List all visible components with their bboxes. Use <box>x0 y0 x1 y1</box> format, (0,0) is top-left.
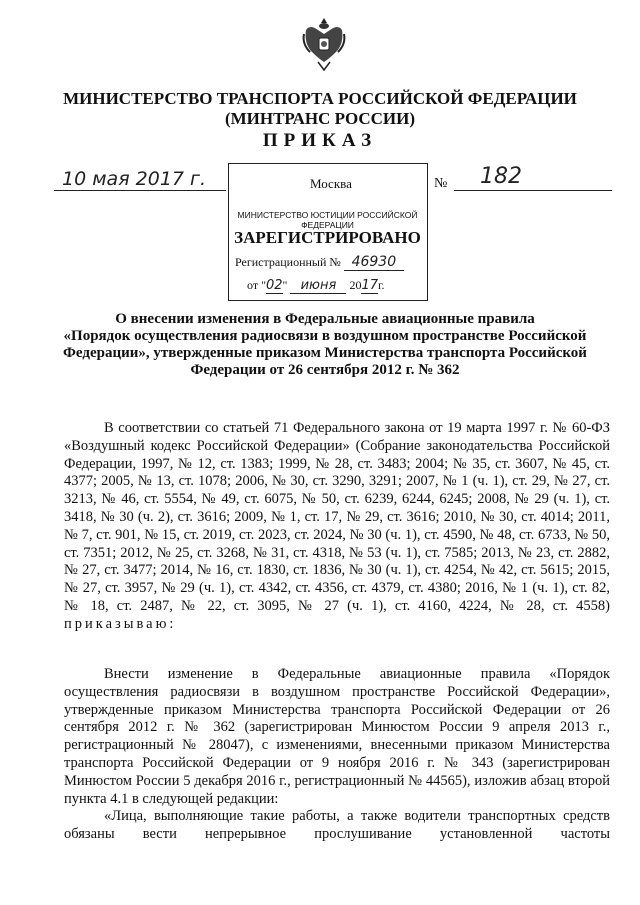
stamp-reg-label: Регистрационный № <box>235 255 341 269</box>
title-line-3: Федерации», утвержденные приказом Министерства транспорта Российской <box>63 345 587 361</box>
order-word: приказываю: <box>64 615 177 632</box>
stamp-date-prefix: от " <box>247 278 266 292</box>
stamp-reg-number: 46930 <box>344 254 404 271</box>
stamp-ministry: МИНИСТЕРСТВО ЮСТИЦИИ РОССИЙСКОЙ ФЕДЕРАЦИИ <box>237 210 418 230</box>
order-number-label: № <box>434 176 448 191</box>
order-title <box>60 311 590 379</box>
stamp-date-suffix: г. <box>377 278 385 292</box>
order-number: 182 <box>480 164 522 189</box>
title-line-2: «Порядок осуществления радиосвязи в воздушном пространстве Российской <box>63 328 587 344</box>
coat-of-arms-emblem <box>300 14 348 72</box>
stamp-date-year: 17 <box>361 278 378 293</box>
amendment-text: Внести изменение в Федеральные авиационные правила «Порядок осуществления радиосвязи в воздушном пространстве Российской Федерации», утвержденные приказом Министерства транспорта Российской Федерации от 26 сентября 2012 г. № 362 (зарегистрирован Минюстом России 9 апреля 2013 г., регистрационный № 28047), с изменениями, внесенными приказом Министерства транспорта Российской Федерации от 9 ноября 2016 г. № 343 (зарегистрирован Минюстом России 5 декабря 2016 г., регистрационный № 44565), изложив абзац второй пункта 4.1 в следующей редакции: <box>64 666 610 807</box>
stamp-date-year-prefix: 20 <box>349 278 362 292</box>
title-line-4: Федерации от 26 сентября 2012 г. № 362 <box>190 362 460 378</box>
ministry-name: МИНИСТЕРСТВО ТРАНСПОРТА РОССИЙСКОЙ ФЕДЕРАЦИИ <box>63 89 577 108</box>
stamp-date-month: июня <box>290 278 346 294</box>
stamp-status: ЗАРЕГИСТРИРОВАНО <box>234 228 421 247</box>
document-type-heading: ПРИКАЗ <box>262 130 378 151</box>
new-wording-paragraph <box>64 808 610 844</box>
order-date-line <box>54 190 226 191</box>
stamp-city: Москва <box>310 176 352 191</box>
stamp-date-line <box>247 278 385 294</box>
title-line-1: О внесении изменения в Федеральные авиационные правила <box>115 311 535 327</box>
order-number-line <box>454 190 612 191</box>
preamble-paragraph <box>64 420 610 634</box>
new-wording-text: «Лица, выполняющие такие работы, а также водители транспортных средств обязаны вести непрерывное прослушивание установленной частоты <box>64 808 610 842</box>
preamble-text: В соответствии со статьей 71 Федерального закона от 19 марта 1997 г. № 60-ФЗ «Воздушный кодекс Российской Федерации» (Собрание законодательства Российской Федерации, 1997, № 12, ст. 1383; 1999, № 28, ст. 3483; 2004; № 35, ст. 3607, № 45, ст. 4377; 2005, № 13, ст. 1078; 2006, № 30, ст. 3290, 3291; 2007, № 1 (ч. 1), ст. 29, № 27, ст. 3213, № 46, ст. 5554, № 49, ст. 6075, № 50, ст. 6239, 6244, 6245; 2008, № 29 (ч. 1), ст. 3418, № 30 (ч. 2), ст. 3616; 2009, № 1, ст. 17, № 29, ст. 3616; 2010, № 30, ст. 4014; 2011, № 7, ст. 901, № 15, ст. 2019, ст. 2023, ст. 2024, № 30 (ч. 1), ст. 4590, № 48, ст. 6733, № 50, ст. 7351; 2012, № 25, ст. 3268, № 31, ст. 4318, № 53 (ч. 1), ст. 7585; 2013, № 23, ст. 2882, № 27, ст. 3477; 2014, № 16, ст. 1830, ст. 1836, № 30 (ч. 1), ст. 4254, № 42, ст. 5615; 2015, № 27, ст. 3957, № 29 (ч. 1), ст. 4342, ст. 4356, ст. 4379, ст. 4380; 2016, № 1 (ч. 1), ст. 82, № 18, ст. 2487, № 22, ст. 3095, № 27 (ч. 1), ст. 4160, 4224, № 28, ст. 4558) <box>64 420 610 614</box>
stamp-date-quote: " <box>282 278 288 292</box>
order-date: 10 мая 2017 г. <box>62 168 207 190</box>
stamp-date-day: 02 <box>265 278 283 293</box>
amendment-paragraph <box>64 666 610 808</box>
stamp-registration-line <box>235 254 404 271</box>
registration-stamp <box>228 163 428 301</box>
ministry-short-name: (МИНТРАНС РОССИИ) <box>224 109 416 128</box>
